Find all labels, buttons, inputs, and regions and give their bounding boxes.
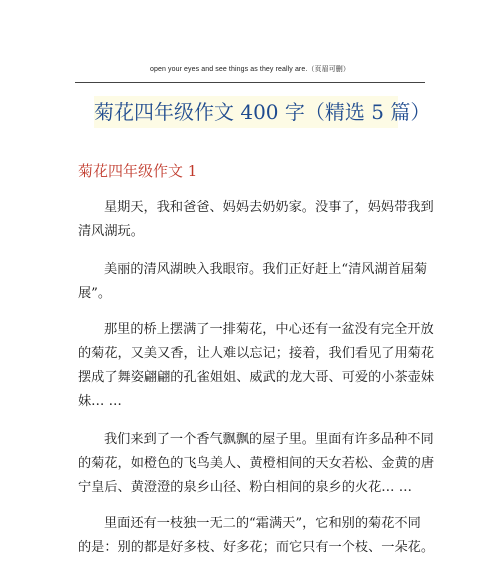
paragraph-line: 妹… … (78, 394, 122, 409)
paragraph-5 (78, 512, 435, 560)
paragraph-line: 的菊花，又美又香，让人难以忘记；接着，我们看见了用菊花 (78, 346, 435, 361)
document-title: 菊花四年级作文 400 字（精选 5 篇） (94, 100, 431, 124)
paragraph-line: 宁皇后、黄澄澄的泉乡山径、粉白相间的泉乡的火花… … (78, 480, 412, 495)
paragraph-3 (78, 318, 435, 414)
paragraph-line: 我们来到了一个香气飘飘的屋子里。里面有许多品种不同 (104, 432, 434, 447)
paragraph-line: 星期天，我和爸爸、妈妈去奶奶家。没事了，妈妈带我到 (104, 200, 434, 215)
paragraph-line: 那里的桥上摆满了一排菊花，中心还有一盆没有完全开放 (104, 322, 434, 337)
paragraph-2 (78, 258, 428, 306)
header-divider (75, 82, 425, 83)
paragraph-4 (78, 428, 435, 500)
paragraph-line: 摆成了舞姿翩翩的孔雀姐姐、威武的龙大哥、可爱的小茶壶妹 (78, 370, 435, 385)
paragraph-line: 清风湖玩。 (78, 224, 144, 239)
paragraph-line: 的菊花，如橙色的飞鸟美人、黄橙相间的天女若松、金黄的唐 (78, 456, 435, 471)
paragraph-line: 美丽的清风湖映入我眼帘。我们正好赶上“清风湖首届菊 (104, 262, 428, 277)
paragraph-line: 里面还有一枝独一无二的“霜满天”，它和别的菊花不同 (104, 516, 421, 531)
paragraph-line: 的是：别的都是好多枝、好多花；而它只有一个枝、一朵花。 (78, 540, 435, 555)
page-header-tagline: open your eyes and see things as they really are.（页眉可删） (149, 66, 351, 73)
paragraph-line: 展”。 (78, 286, 112, 301)
paragraph-1 (78, 196, 434, 244)
section-heading: 菊花四年级作文 1 (78, 162, 198, 180)
